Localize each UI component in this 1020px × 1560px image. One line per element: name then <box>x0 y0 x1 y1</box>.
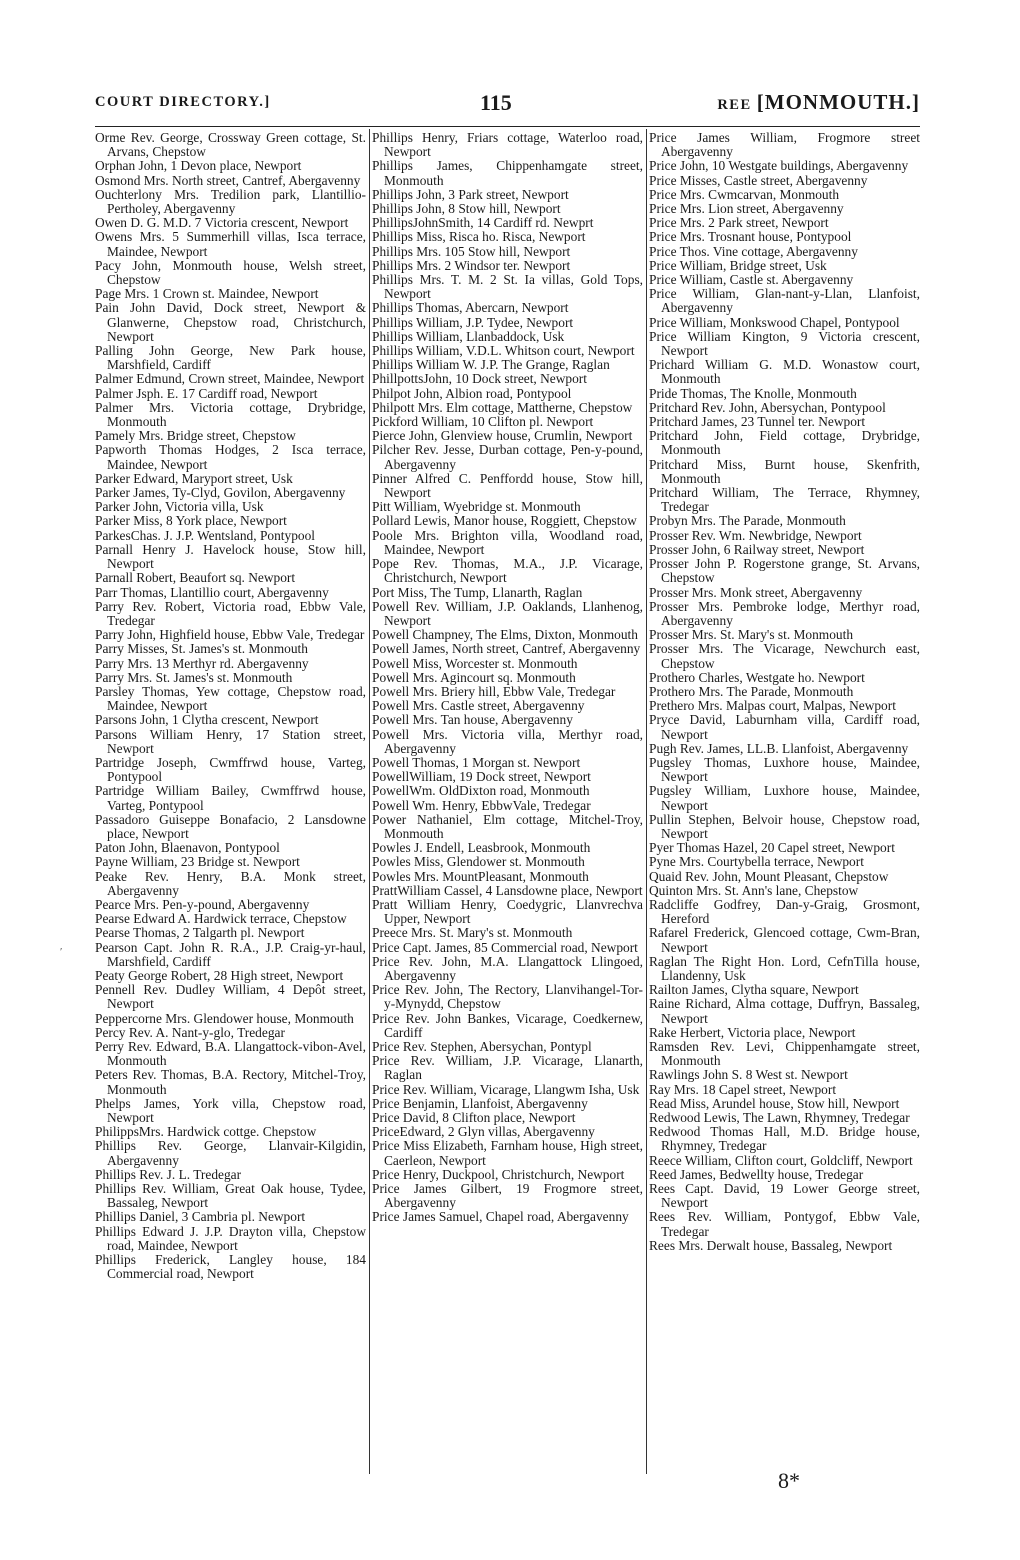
directory-entry: Prethero Mrs. Malpas court, Malpas, Newport <box>649 698 896 714</box>
directory-entry: Price James William, Frogmore street Abergavenny <box>649 130 920 160</box>
directory-entry: Parker John, Victoria villa, Usk <box>95 499 264 515</box>
directory-entry: Pickford William, 10 Clifton pl. Newport <box>372 414 594 430</box>
directory-entry: Philpot John, Albion road, Pontypool <box>372 385 572 401</box>
directory-entry: Redwood Lewis, The Lawn, Rhymney, Tredegar <box>649 1110 910 1126</box>
directory-entry: Page Mrs. 1 Crown st. Maindee, Newport <box>95 286 319 302</box>
directory-entry: Pritchard John, Field cottage, Drybridge, Monmouth <box>649 428 920 458</box>
directory-entry: PowellWilliam, 19 Dock street, Newport <box>372 769 591 785</box>
directory-entry: Price Miss Elizabeth, Farnham house, High street, Caerleon, Newport <box>372 1138 643 1168</box>
directory-entry: Price David, 8 Clifton place, Newport <box>372 1110 576 1126</box>
running-title-left: COURT DIRECTORY.] <box>95 94 271 110</box>
directory-entry: Reece William, Clifton court, Goldcliff, Newport <box>649 1152 913 1168</box>
directory-entry: Poole Mrs. Brighton villa, Woodland road, Maindee, Newport <box>372 527 643 557</box>
directory-entry: Pryce David, Laburnham villa, Cardiff road, Newport <box>649 712 920 742</box>
directory-entry: Prosser Mrs. Pembroke lodge, Merthyr road, Abergavenny <box>649 598 920 628</box>
running-title-guide-word: REE <box>717 97 752 113</box>
directory-entry: Orme Rev. George, Crossway Green cottage, St. Arvans, Chepstow <box>95 130 366 160</box>
directory-entry: Price William, Monkswood Chapel, Pontypool <box>649 314 900 330</box>
directory-entry: Phillips Edward J. J.P. Drayton villa, Chepstow road, Maindee, Newport <box>95 1223 366 1253</box>
directory-entry: Pinner Alfred C. Penffordd house, Stow hill, Newport <box>372 470 643 501</box>
directory-entry: Pearce Mrs. Pen-y-pound, Abergavenny <box>95 896 310 912</box>
directory-entry: Prothero Charles, Westgate ho. Newport <box>649 669 865 685</box>
directory-entry: Phillips Thomas, Abercarn, Newport <box>372 300 569 316</box>
directory-entry: Papworth Thomas Hodges, 2 Isca terrace, Maindee, Newport <box>95 442 366 472</box>
directory-entry: Percy Rev. A. Nant-y-glo, Tredegar <box>95 1024 285 1040</box>
directory-entry: Pullin Stephen, Belvoir house, Chepstow road, Newport <box>649 811 920 841</box>
directory-entry: Price James Gilbert, 19 Frogmore street, Abergavenny <box>372 1181 643 1211</box>
directory-entry: Reed James, Bedwellty house, Tredegar <box>649 1166 864 1182</box>
directory-entry: Price Rev. John Bankes, Vicarage, Coedkernew, Cardiff <box>372 1010 643 1040</box>
directory-entry: Owens Mrs. 5 Summerhill villas, Isca terrace, Maindee, Newport <box>95 229 366 259</box>
directory-entry: Rafarel Frederick, Glencoed cottage, Cwm-Bran, Newport <box>649 925 920 955</box>
page-header <box>95 90 920 124</box>
running-title-county: [MONMOUTH.] <box>756 90 920 114</box>
directory-entry: Pritchard Miss, Burnt house, Skenfrith, Monmouth <box>649 456 920 486</box>
directory-entry: Price William, Bridge street, Usk <box>649 257 827 273</box>
directory-entry: Pope Rev. Thomas, M.A., J.P. Vicarage, Christchurch, Newport <box>372 556 643 586</box>
directory-entry: Palmer Jsph. E. 17 Cardiff road, Newport <box>95 385 318 401</box>
directory-entry: Pilcher Rev. Jesse, Durban cottage, Pen-y-pound, Abergavenny <box>372 442 643 472</box>
directory-entry: Pyer Thomas Hazel, 20 Capel street, Newport <box>649 840 895 856</box>
directory-entry: Pain John David, Dock street, Newport & Glanwerne, Chepstow road, Christchurch, Newport <box>95 300 366 344</box>
directory-entry: Paton John, Blaenavon, Pontypool <box>95 840 280 856</box>
directory-entry: Pyne Mrs. Courtybella terrace, Newport <box>649 854 864 870</box>
directory-entry: Pratt William Henry, Coedygric, Llanvrechva Upper, Newport <box>372 896 643 927</box>
directory-entry: Quaid Rev. John, Mount Pleasant, Chepstow <box>649 868 889 884</box>
directory-entry: Pollard Lewis, Manor house, Roggiett, Chepstow <box>372 513 637 529</box>
directory-entry: Prosser Mrs. The Vicarage, Newchurch east, Chepstow <box>649 641 920 671</box>
directory-entry: Price James Samuel, Chapel road, Abergavenny <box>372 1209 629 1225</box>
directory-entry: Rees Rev. William, Pontygof, Ebbw Vale, Tredegar <box>649 1209 920 1239</box>
directory-entry: Prothero Mrs. The Parade, Monmouth <box>649 683 854 699</box>
directory-entry: Peake Rev. Henry, B.A. Monk street, Abergavenny <box>95 868 366 898</box>
directory-entry: Price Rev. William, Vicarage, Llangwm Isha, Usk <box>372 1081 640 1097</box>
directory-column-1 <box>95 131 366 1281</box>
directory-entry: Railton James, Clytha square, Newport <box>649 982 859 998</box>
directory-entry: Phillips Frederick, Langley house, 184 Commercial road, Newport <box>95 1252 366 1282</box>
directory-entry: Powell Mrs. Castle street, Abergavenny <box>372 698 585 714</box>
directory-entry: Price William Kington, 9 Victoria crescent, Newport <box>649 328 920 359</box>
directory-entry: Phillips Henry, Friars cottage, Waterloo road, Newport <box>372 130 643 160</box>
directory-entry: Rees Mrs. Derwalt house, Bassaleg, Newport <box>649 1237 893 1253</box>
directory-entry: Parr Thomas, Llantillio court, Abergavenny <box>95 584 329 600</box>
directory-entry: Prichard William G. M.D. Wonastow court, Monmouth <box>649 357 920 387</box>
directory-entry: Pugsley Thomas, Luxhore house, Maindee, Newport <box>649 754 920 785</box>
directory-entry: ParkesChas. J. J.P. Wentsland, Pontypool <box>95 527 316 543</box>
directory-entry: Price Benjamin, Llanfoist, Abergavenny <box>372 1095 588 1111</box>
directory-entry: Phillips Mrs. 105 Stow hill, Newport <box>372 243 571 259</box>
directory-entry: Phelps James, York villa, Chepstow road, Newport <box>95 1095 366 1126</box>
directory-entry: Phillips Miss, Risca ho. Risca, Newport <box>372 229 586 245</box>
directory-entry: PriceEdward, 2 Glyn villas, Abergavenny <box>372 1124 595 1140</box>
directory-entry: PhilippsMrs. Hardwick cottge. Chepstow <box>95 1124 317 1140</box>
directory-entry: Phillips Mrs. 2 Windsor ter. Newport <box>372 257 571 273</box>
directory-entry: Powell Mrs. Victoria villa, Merthyr road, Abergavenny <box>372 726 643 756</box>
column-divider <box>646 129 647 1474</box>
directory-entry: Parry Mrs. 13 Merthyr rd. Abergavenny <box>95 655 309 671</box>
directory-entry: Price Rev. Stephen, Abersychan, Pontypl <box>372 1039 592 1054</box>
directory-entry: Read Miss, Arundel house, Stow hill, Newport <box>649 1095 900 1111</box>
directory-entry: Pugsley William, Luxhore house, Maindee, Newport <box>649 783 920 813</box>
directory-entry: Preece Mrs. St. Mary's st. Monmouth <box>372 925 573 941</box>
directory-entry: Powell Miss, Worcester st. Monmouth <box>372 655 578 671</box>
directory-entry: Osmond Mrs. North street, Cantref, Abergavenny <box>95 172 361 188</box>
directory-entry: Pamely Mrs. Bridge street, Chepstow <box>95 428 296 444</box>
directory-entry: Price Thos. Vine cottage, Abergavenny <box>649 243 858 259</box>
directory-entry: Parry Misses, St. James's st. Monmouth <box>95 641 308 657</box>
directory-entry: PowellWm. OldDixton road, Monmouth <box>372 783 590 799</box>
directory-entry: Phillips William, Llanbaddock, Usk <box>372 328 565 344</box>
directory-entry: Price Rev. John, The Rectory, Llanvihangel-Tor-y-Mynydd, Chepstow <box>372 982 643 1012</box>
directory-entry: Owen D. G. M.D. 7 Victoria crescent, Newport <box>95 215 349 231</box>
directory-entry: Price Misses, Castle street, Abergavenny <box>649 172 868 188</box>
directory-entry: Peaty George Robert, 28 High street, Newport <box>95 967 344 983</box>
directory-entry: Palmer Mrs. Victoria cottage, Drybridge, Monmouth <box>95 399 366 430</box>
directory-entry: Price William, Glan-nant-y-Llan, Llanfoist, Abergavenny <box>649 286 920 316</box>
directory-entry: Phillips William, J.P. Tydee, Newport <box>372 314 574 330</box>
directory-entry: Price Mrs. Cwmcarvan, Monmouth <box>649 186 840 202</box>
directory-entry: Ramsden Rev. Levi, Chippenhamgate street, Monmouth <box>649 1039 920 1069</box>
directory-entry: Quinton Mrs. St. Ann's lane, Chepstow <box>649 882 859 898</box>
directory-entry: Powell Wm. Henry, EbbwVale, Tredegar <box>372 797 591 813</box>
running-title-right <box>717 90 920 115</box>
directory-entry: Parnall Henry J. Havelock house, Stow hill, Newport <box>95 541 366 572</box>
directory-entry: Partridge Joseph, Cwmffrwd house, Varteg, Pontypool <box>95 754 366 785</box>
directory-entry: Price Rev. William, J.P. Vicarage, Llanarth, Raglan <box>372 1053 643 1083</box>
directory-entry: Pritchard Rev. John, Abersychan, Pontypool <box>649 399 886 415</box>
directory-entry: Pearse Edward A. Hardwick terrace, Chepstow <box>95 911 347 927</box>
directory-entry: Parsons John, 1 Clytha crescent, Newport <box>95 712 319 728</box>
directory-entry: Pearse Thomas, 2 Talgarth pl. Newport <box>95 925 305 941</box>
directory-entry: Pride Thomas, The Knolle, Monmouth <box>649 385 857 401</box>
directory-entry: Port Miss, The Tump, Llanarth, Raglan <box>372 584 583 600</box>
directory-entry: PhillpottsJohn, 10 Dock street, Newport <box>372 371 587 387</box>
directory-entry: Phillips Daniel, 3 Cambria pl. Newport <box>95 1209 306 1225</box>
directory-entry: Parker Edward, Maryport street, Usk <box>95 470 293 486</box>
directory-entry: Redwood Thomas Hall, M.D. Bridge house, Rhymney, Tredegar <box>649 1124 920 1154</box>
directory-entry: Phillips Mrs. T. M. 2 St. Ia villas, Gold Tops, Newport <box>372 272 643 302</box>
directory-entry: Orphan John, 1 Devon place, Newport <box>95 158 302 174</box>
directory-entry: Pearson Capt. John R. R.A., J.P. Craig-yr-haul, Marshfield, Cardiff <box>95 939 366 969</box>
directory-entry: Parry Mrs. St. James's st. Monmouth <box>95 669 293 685</box>
directory-entry: Pritchard William, The Terrace, Rhymney, Tredegar <box>649 485 920 515</box>
directory-entry: Powell James, North street, Cantref, Abergavenny <box>372 641 641 657</box>
directory-entry: Price Henry, Duckpool, Christchurch, Newport <box>372 1166 625 1182</box>
directory-entry: Peters Rev. Thomas, B.A. Rectory, Mitchel-Troy, Monmouth <box>95 1067 366 1097</box>
directory-entry: Payne William, 23 Bridge st. Newport <box>95 854 300 870</box>
directory-entry: Powles Mrs. MountPleasant, Monmouth <box>372 868 589 884</box>
directory-entry: Partridge William Bailey, Cwmffrwd house, Varteg, Pontypool <box>95 783 366 813</box>
directory-entry: Powell Champney, The Elms, Dixton, Monmouth <box>372 627 638 643</box>
directory-entry: Perry Rev. Edward, B.A. Llangattock-vibon-Avel, Monmouth <box>95 1039 366 1069</box>
directory-entry: PrattWilliam Cassel, 4 Lansdowne place, Newport <box>372 882 643 898</box>
directory-entry: Powell Mrs. Agincourt sq. Monmouth <box>372 669 576 685</box>
directory-entry: Parker James, Ty-Clyd, Govilon, Abergavenny <box>95 485 346 501</box>
directory-entry: Pennell Rev. Dudley William, 4 Depôt street, Newport <box>95 982 366 1012</box>
directory-entry: Pugh Rev. James, LL.B. Llanfoist, Abergavenny <box>649 740 909 756</box>
directory-entry: Phillips Rev. William, Great Oak house, Tydee, Bassaleg, Newport <box>95 1181 366 1211</box>
directory-entry: Prosser Mrs. St. Mary's st. Monmouth <box>649 627 854 643</box>
directory-entry: Pritchard James, 23 Tunnel ter. Newport <box>649 414 866 430</box>
directory-entry: Raine Richard, Alma cottage, Duffryn, Bassaleg, Newport <box>649 996 920 1026</box>
directory-entry: Rake Herbert, Victoria place, Newport <box>649 1024 856 1040</box>
directory-entry: Prosser John P. Rogerstone grange, St. Arvans, Chepstow <box>649 556 920 586</box>
directory-entry: Parsons William Henry, 17 Station street, Newport <box>95 726 366 756</box>
directory-entry: Radcliffe Godfrey, Dan-y-Graig, Grosmont, Hereford <box>649 896 920 927</box>
column-divider <box>369 129 370 1474</box>
directory-entry: Raglan The Right Hon. Lord, CefnTilla house, Llandenny, Usk <box>649 953 920 983</box>
directory-entry: Philpott Mrs. Elm cottage, Mattherne, Chepstow <box>372 399 633 415</box>
directory-entry: Ray Mrs. 18 Capel street, Newport <box>649 1081 837 1097</box>
directory-entry: Parry John, Highfield house, Ebbw Vale, Tredegar <box>95 627 365 643</box>
directory-entry: Powell Mrs. Tan house, Abergavenny <box>372 712 573 728</box>
directory-entry: Peppercorne Mrs. Glendower house, Monmouth <box>95 1010 354 1026</box>
directory-entry: Phillips John, 3 Park street, Newport <box>372 186 569 202</box>
directory-entry: Power Nathaniel, Elm cottage, Mitchel-Troy, Monmouth <box>372 811 643 841</box>
directory-entry: Phillips James, Chippenhamgate street, Monmouth <box>372 158 643 188</box>
directory-column-3 <box>649 131 920 1253</box>
directory-entry: Price Mrs. Trosnant house, Pontypool <box>649 229 852 245</box>
directory-entry: Rees Capt. David, 19 Lower George street, Newport <box>649 1181 920 1211</box>
directory-entry: Palling John George, New Park house, Marshfield, Cardiff <box>95 343 366 373</box>
directory-entry: Rawlings John S. 8 West st. Newport <box>649 1067 848 1083</box>
directory-entry: Powell Rev. William, J.P. Oaklands, Llanhenog, Newport <box>372 598 643 628</box>
directory-entry: Price John, 10 Westgate buildings, Abergavenny <box>649 158 909 174</box>
directory-entry: Palmer Edmund, Crown street, Maindee, Newport <box>95 371 365 387</box>
directory-entry: Pitt William, Wyebridge st. Monmouth <box>372 499 581 515</box>
directory-entry: Price Capt. James, 85 Commercial road, Newport <box>372 939 638 955</box>
stray-mark: ′ <box>60 946 63 958</box>
signature-mark: 8* <box>778 1468 800 1493</box>
directory-entry: Ouchterlony Mrs. Tredilion park, Llantillio-Pertholey, Abergavenny <box>95 186 366 217</box>
directory-entry: Parry Rev. Robert, Victoria road, Ebbw Vale, Tredegar <box>95 598 366 628</box>
directory-entry: Parsley Thomas, Yew cottage, Chepstow road, Maindee, Newport <box>95 683 366 714</box>
directory-entry: Powles Miss, Glendower st. Monmouth <box>372 854 585 870</box>
page-number: 115 <box>480 90 512 115</box>
directory-entry: Parnall Robert, Beaufort sq. Newport <box>95 570 296 586</box>
directory-entry: Price Rev. John, M.A. Llangattock Llingoed, Abergavenny <box>372 953 643 983</box>
directory-entry: Pacy John, Monmouth house, Welsh street, Chepstow <box>95 257 366 288</box>
directory-entry: Price Mrs. 2 Park street, Newport <box>649 215 829 231</box>
directory-column-2 <box>372 131 643 1225</box>
directory-entry: Price Mrs. Lion street, Abergavenny <box>649 201 844 217</box>
directory-entry: Prosser John, 6 Railway street, Newport <box>649 541 865 557</box>
directory-entry: Phillips Rev. J. L. Tredegar <box>95 1166 242 1182</box>
directory-entry: Phillips John, 8 Stow hill, Newport <box>372 201 561 217</box>
directory-entry: Prosser Mrs. Monk street, Abergavenny <box>649 584 863 600</box>
directory-entry: PhillipsJohnSmith, 14 Cardiff rd. Newprt <box>372 215 594 231</box>
directory-entry: Probyn Mrs. The Parade, Monmouth <box>649 513 846 529</box>
directory-entry: Passadoro Guiseppe Bonafacio, 2 Lansdowne place, Newport <box>95 811 366 841</box>
directory-entry: Price William, Castle st. Abergavenny <box>649 272 854 288</box>
directory-entry: Prosser Rev. Wm. Newbridge, Newport <box>649 527 862 543</box>
directory-entry: Powles J. Endell, Leasbrook, Monmouth <box>372 840 591 856</box>
directory-entry: Powell Thomas, 1 Morgan st. Newport <box>372 754 581 770</box>
directory-entry: Parker Miss, 8 York place, Newport <box>95 513 287 529</box>
directory-entry: Phillips William, V.D.L. Whitson court, Newport <box>372 343 635 359</box>
directory-entry: Pierce John, Glenview house, Crumlin, Newport <box>372 428 633 444</box>
directory-entry: Powell Mrs. Briery hill, Ebbw Vale, Tredegar <box>372 683 616 699</box>
directory-entry: Phillips Rev. George, Llanvair-Kilgidin, Abergavenny <box>95 1138 366 1168</box>
directory-entry: Phillips William W. J.P. The Grange, Raglan <box>372 357 610 373</box>
header-rule <box>95 126 920 127</box>
